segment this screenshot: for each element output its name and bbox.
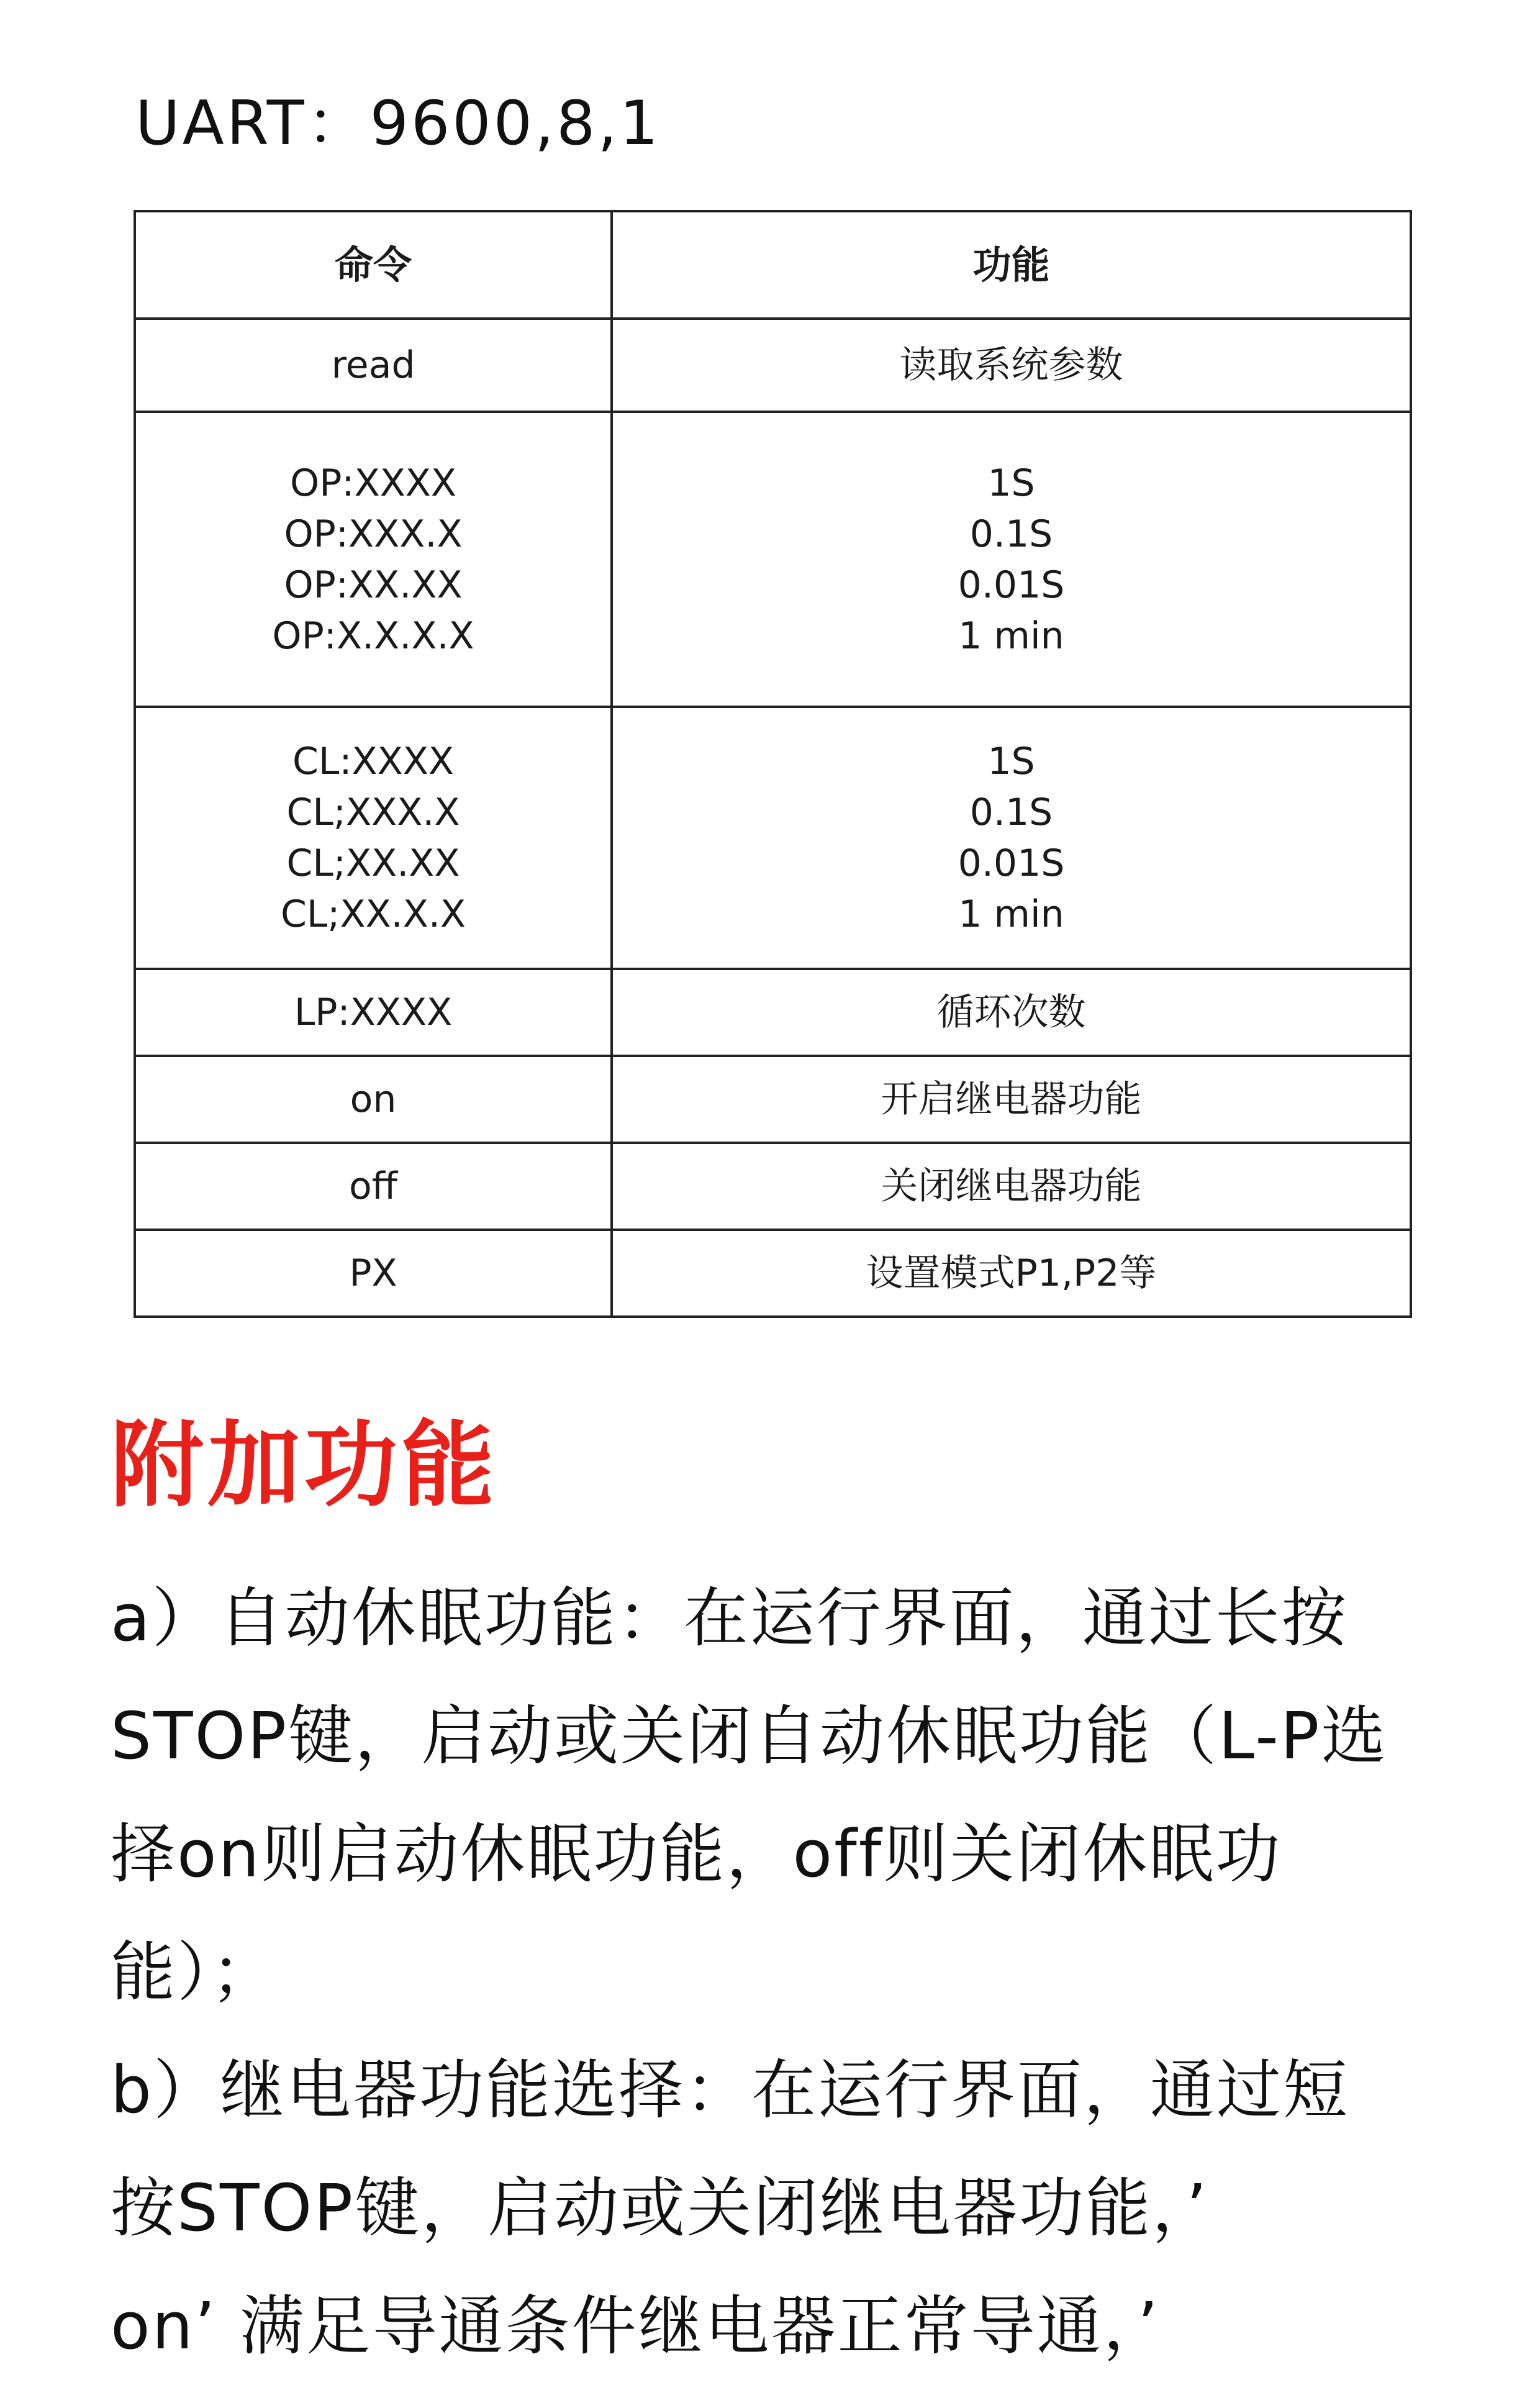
function-text: 0.1S — [969, 512, 1053, 556]
function-text: 0.01S — [958, 842, 1065, 885]
command-text: OP:XXXX — [289, 461, 457, 505]
paragraph-line: a）自动休眠功能：在运行界面，通过长按 — [111, 1580, 1348, 1656]
table-row — [135, 319, 1411, 412]
function-text: 设置模式P1,P2等 — [866, 1252, 1157, 1295]
function-cell — [612, 1056, 1411, 1143]
table-row — [135, 412, 1411, 707]
command-text: off — [348, 1165, 398, 1208]
section-title-extra-functions: 附加功能 — [111, 1412, 499, 1520]
uart-setting — [135, 88, 661, 159]
function-cell — [612, 412, 1411, 707]
paragraph-line: b）继电器功能选择：在运行界面，通过短 — [111, 2052, 1350, 2128]
command-text: OP:XXX.X — [284, 512, 463, 556]
paragraph-line: 择on则启动休眠功能，off则关闭休眠功 — [111, 1816, 1282, 1892]
paragraph-line: 能）； — [111, 1934, 278, 2010]
command-cell — [135, 412, 612, 707]
command-cell — [135, 1230, 612, 1317]
function-cell — [612, 1143, 1411, 1230]
header-command: 命令 — [135, 211, 612, 319]
function-cell — [612, 1230, 1411, 1317]
table-row — [135, 1056, 1411, 1143]
function-text: 0.1S — [969, 791, 1053, 834]
table-row — [135, 1230, 1411, 1317]
function-text: 1S — [987, 740, 1035, 783]
command-cell — [135, 707, 612, 969]
command-text: CL;XX.XX — [286, 842, 460, 885]
paragraph-auto-sleep — [111, 1559, 1433, 2031]
function-text: 1 min — [958, 893, 1064, 936]
command-cell — [135, 1056, 612, 1143]
paragraph-line: on’ 满足导通条件继电器正常导通，’ — [111, 2288, 1160, 2364]
command-text: OP:XX.XX — [284, 563, 463, 607]
command-text: CL:XXXX — [292, 740, 454, 783]
command-text: read — [331, 343, 415, 387]
function-text: 循环次数 — [936, 991, 1086, 1034]
function-text: 关闭继电器功能 — [881, 1165, 1142, 1208]
command-text: LP:XXXX — [294, 991, 453, 1034]
command-text: OP:X.X.X.X — [272, 614, 474, 658]
command-text: CL;XX.X.X — [280, 893, 466, 936]
table-row — [135, 969, 1411, 1056]
function-cell — [612, 319, 1411, 412]
function-text: 0.01S — [958, 563, 1065, 607]
function-cell — [612, 707, 1411, 969]
function-text: 开启继电器功能 — [881, 1078, 1142, 1121]
function-text: 1 min — [958, 614, 1064, 658]
command-text: CL;XXX.X — [286, 791, 460, 834]
command-text: PX — [349, 1252, 397, 1295]
command-table — [134, 210, 1412, 1318]
command-text: on — [350, 1078, 397, 1121]
table-row — [135, 707, 1411, 969]
uart-value: 9600,8,1 — [369, 88, 661, 159]
uart-label: UART： — [135, 88, 370, 159]
command-cell — [135, 1143, 612, 1230]
function-text: 1S — [987, 461, 1035, 505]
function-cell — [612, 969, 1411, 1056]
command-cell — [135, 969, 612, 1056]
function-text: 读取系统参数 — [899, 343, 1123, 387]
command-cell — [135, 319, 612, 412]
table-row — [135, 1143, 1411, 1230]
paragraph-line: STOP键，启动或关闭自动休眠功能（L-P选 — [111, 1698, 1388, 1774]
header-function: 功能 — [612, 211, 1411, 319]
table-header-row — [135, 211, 1411, 319]
paragraph-relay-function — [111, 2031, 1433, 2385]
paragraph-line: 按STOP键，启动或关闭继电器功能，’ — [111, 2170, 1209, 2246]
